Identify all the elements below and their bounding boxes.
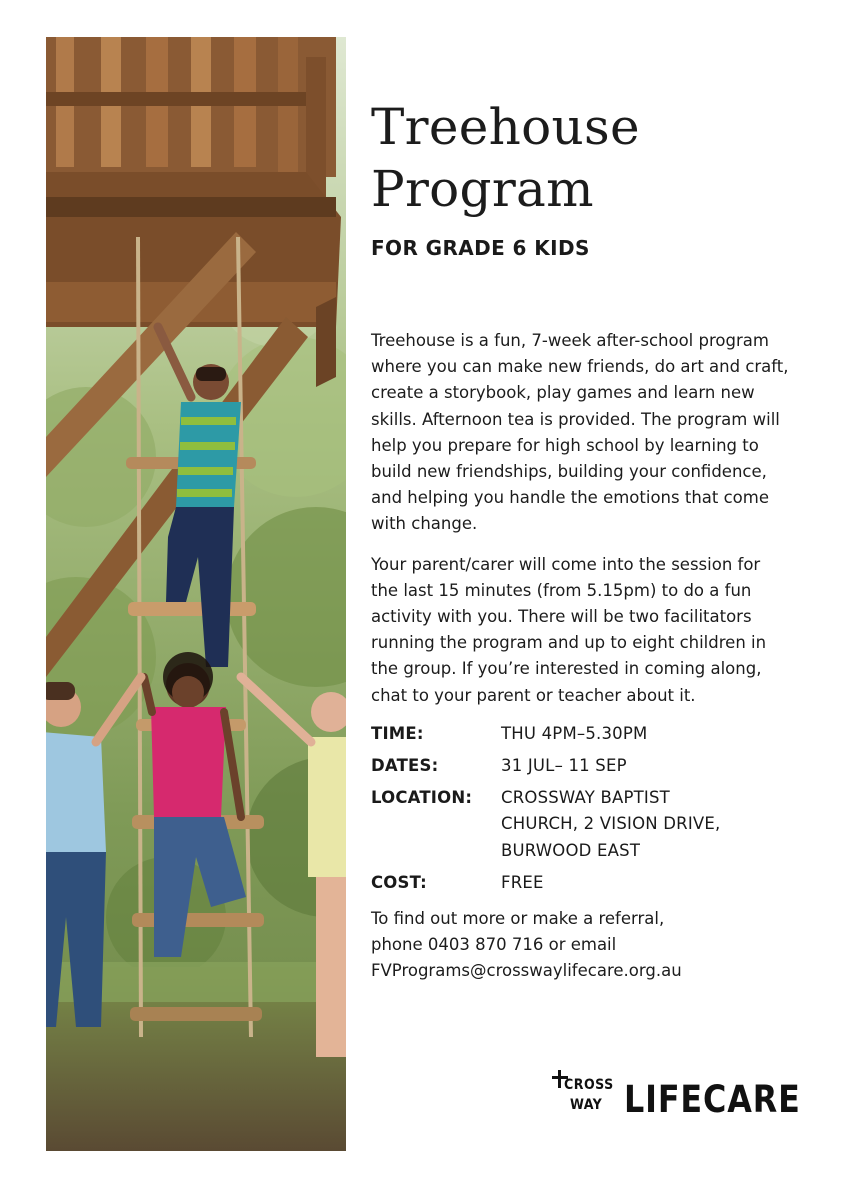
logo-word-way: WAY bbox=[570, 1097, 603, 1113]
treehouse-photo bbox=[46, 37, 346, 1151]
crossway-lifecare-logo bbox=[552, 1070, 801, 1122]
parent-info-paragraph: Your parent/carer will come into the session for the last 15 minutes (from 5.15pm) to do a fun activity with you. There will be two facilitators running the program and up to eight children in the group. If you’re interested in coming along, chat to your parent or teacher about it. bbox=[371, 554, 767, 705]
location-line-3: BURWOOD EAST bbox=[501, 840, 641, 860]
page-title bbox=[371, 96, 791, 220]
dates-label: DATES: bbox=[371, 756, 439, 776]
main-content bbox=[371, 96, 791, 985]
cost-value: FREE bbox=[501, 872, 544, 892]
location-line-1: CROSSWAY BAPTIST bbox=[501, 788, 670, 808]
contact-line-1: To find out more or make a referral, bbox=[371, 909, 665, 929]
cost-label: COST: bbox=[371, 872, 427, 892]
contact-email[interactable]: FVPrograms@crosswaylifecare.org.au bbox=[371, 961, 682, 981]
treehouse-illustration bbox=[46, 37, 346, 1151]
logo-word-cross: CROSS bbox=[564, 1077, 614, 1093]
logo-word-lifecare: LIFECARE bbox=[624, 1078, 801, 1121]
location-label: LOCATION: bbox=[371, 788, 473, 808]
title-line-1: Treehouse bbox=[371, 98, 640, 156]
description-paragraph: Treehouse is a fun, 7-week after-school program where you can make new friends, do art and craft, create a storybook, play games and learn new skills. Afternoon tea is provided. The program will help you prepare for high school by learning to build new friendships, building your confidence, and helping you handle the emotions that come with change. bbox=[371, 331, 789, 534]
program-details bbox=[371, 721, 791, 896]
contact-info bbox=[371, 906, 791, 985]
time-value: THU 4PM–5.30PM bbox=[501, 723, 648, 743]
subtitle: FOR GRADE 6 KIDS bbox=[371, 236, 590, 260]
contact-line-2: phone 0403 870 716 or email bbox=[371, 935, 617, 955]
location-line-2: CHURCH, 2 VISION DRIVE, bbox=[501, 814, 721, 834]
location-value bbox=[501, 785, 791, 864]
time-label: TIME: bbox=[371, 723, 424, 743]
dates-value: 31 JUL– 11 SEP bbox=[501, 756, 627, 776]
title-line-2: Program bbox=[371, 160, 594, 218]
